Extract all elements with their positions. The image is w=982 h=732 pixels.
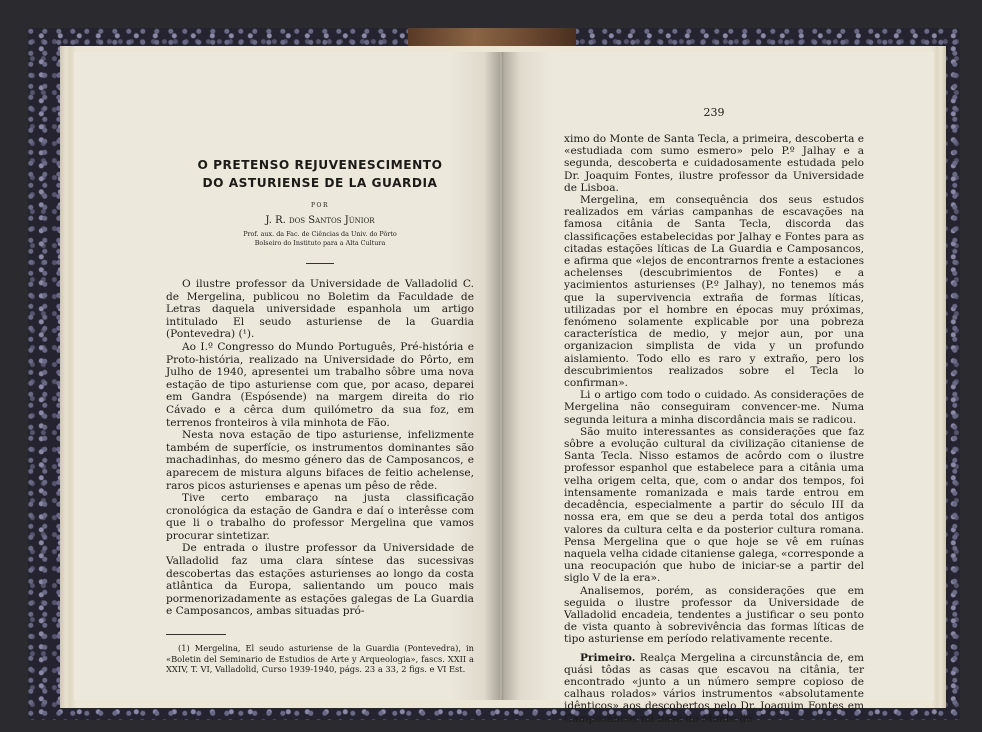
- left-page: [74, 52, 500, 700]
- byline: POR: [311, 202, 329, 209]
- author-affiliation: [166, 230, 474, 247]
- affiliation-line-2: Bolseiro do Instituto para a Alta Cultura: [254, 238, 386, 247]
- page-number: 239: [703, 106, 725, 119]
- paragraph: Analisemos, porém, as considerações que em seguida o ilustre professor da Universidade de Valladolid encadeia, tendentes a justificar o seu ponto de vista quanto à sobrevivência das formas líticas de tipo asturiense em período relativamente recente.: [564, 584, 864, 646]
- affiliation-line-1: Prof. aux. da Fac. de Ciências da Univ. do Pôrto: [243, 230, 397, 238]
- paragraph: Mergelina, em consequência dos seus estudos realizados em várias campanhas de escavações na famosa citânia de Santa Tecla, discorda das classificações estabelecidas por Jalhay e Fontes para as citadas estações líticas de La Guardia e Camposancos, e afirma que «lejos de encontrarnos frente a estaciones achelenses (descubrimientos de Fontes) e a yacimientos asturienses (P.º Jalhay), no tenemos más que la supervivencia extraña de formas líticas, utilizadas por el hombre en épocas muy próximas, fenómeno solamente explicable por una pobreza característica de medio, y mejor aun, por una organizacion simplista de vida y un profundo aislamiento. Todo ello es raro y extraño, pero los descubrimientos realizados sobre el Tecla lo confirman».: [564, 194, 864, 390]
- left-body: [166, 278, 474, 618]
- paragraph: São muito interessantes as considerações que faz sôbre a evolução cultural da civilização citaniense de Santa Tecla. Nisso estamos de acôrdo com o ilustre professor espanhol que estabelece para a citânia uma velha origem celta, que, com o andar dos tempos, foi intensamente romanizada e mais tarde entrou em decadência, especialmente a partir do século III da nossa era, em que se deu a perda total dos antigos valores da cultura celta e da posterior cultura romana. Pensa Mergelina que o que hoje se vê em ruínas naquela velha cidade citaniense galega, «corresponde a una reocupación que hubo de iniciar-se a partir del siglo V de la era».: [564, 425, 864, 585]
- paragraph: De entrada o ilustre professor da Universidade de Valladolid faz uma clara síntese das sucessivas descobertas das estações asturienses ao longo da costa atlântica da Europa, salientando um pouco mais pormenorizadamente as estações galegas de La Guardia e Camposancos, ambas situadas pró-: [166, 542, 474, 618]
- title-line-2: DO ASTURIENSE DE LA GUARDIA: [202, 176, 438, 190]
- title-divider: [306, 263, 334, 264]
- gutter-shadow: [484, 52, 520, 700]
- footnote: (1) Mergelina, El seudo asturiense de la Guardia (Pontevedra), in «Boletin del Seminario de Estudios de Arte y Arqueologia», fascs. XXII a XXIV, T. VI, Valladolid, Curso 1939-1940, págs. 23 a 33, 2 figs. e VI Est.: [166, 643, 474, 675]
- section-heading: Primeiro.: [580, 651, 636, 664]
- paragraph-text: Realça Mergelina a circunstância de, em quási tôdas as casas que escavou na citânia, ter encontrado «junto a un número sempre copioso de calhaus rolados» vários instrumentos «absolutamente idênticos» aos descobertos pelo Dr. Joaquim Fontes em Camposancos na base do Monte de: [564, 651, 864, 725]
- paragraph: Ao I.º Congresso do Mundo Português, Pré-história e Proto-história, realizado na Universidade do Pôrto, em Julho de 1940, apresentei um trabalho sôbre uma nova estação de tipo asturiense com que, por acaso, deparei em Gandra (Espósende) na margem direita do rio Cávado e a cêrca dum quilómetro da sua foz, em terrenos fronteiros à vila minhota de Fão.: [166, 340, 474, 429]
- footnote-divider: [166, 634, 226, 635]
- paragraph: ximo do Monte de Santa Tecla, a primeira, descoberta e «estudiada com sumo esmero» pelo P.º Jalhay e a segunda, descoberta e cuidadosamente estudada pelo Dr. Joaquim Fontes, ilustre professor da Universidade de Lisboa.: [564, 133, 864, 194]
- paragraph: Nesta nova estação de tipo asturiense, infelizmente também de superfície, os instrumentos dominantes são machadinhas, do mesmo género das de Camposancos, e aparecem de mistura alguns bifaces de feitio achelense, raros picos asturienses e apenas um pêso de rêde.: [166, 429, 474, 492]
- author-name: J. R. dos Santos Júnior: [265, 215, 375, 226]
- right-page: [502, 52, 934, 725]
- paragraph: Li o artigo com todo o cuidado. As considerações de Mergelina não conseguiram convencer-me. Numa segunda leitura a minha discordância mais se radicou.: [564, 389, 864, 426]
- title-line-1: O PRETENSO REJUVENESCIMENTO: [197, 158, 443, 172]
- article-title: [166, 156, 474, 192]
- right-body: [564, 133, 864, 725]
- paragraph-primeiro: [564, 652, 864, 725]
- paragraph: Tive certo embaraço na justa classificação cronológica da estação de Gandra e daí o interêsse com que li o trabalho do professor Mergelina que vamos procurar sintetizar.: [166, 492, 474, 542]
- paragraph: O ilustre professor da Universidade de Valladolid C. de Mergelina, publicou no Boletim da Faculdade de Letras daquela universidade espanhola um artigo intitulado El seudo asturiense de la Guardia (Pontevedra) (¹).: [166, 278, 474, 341]
